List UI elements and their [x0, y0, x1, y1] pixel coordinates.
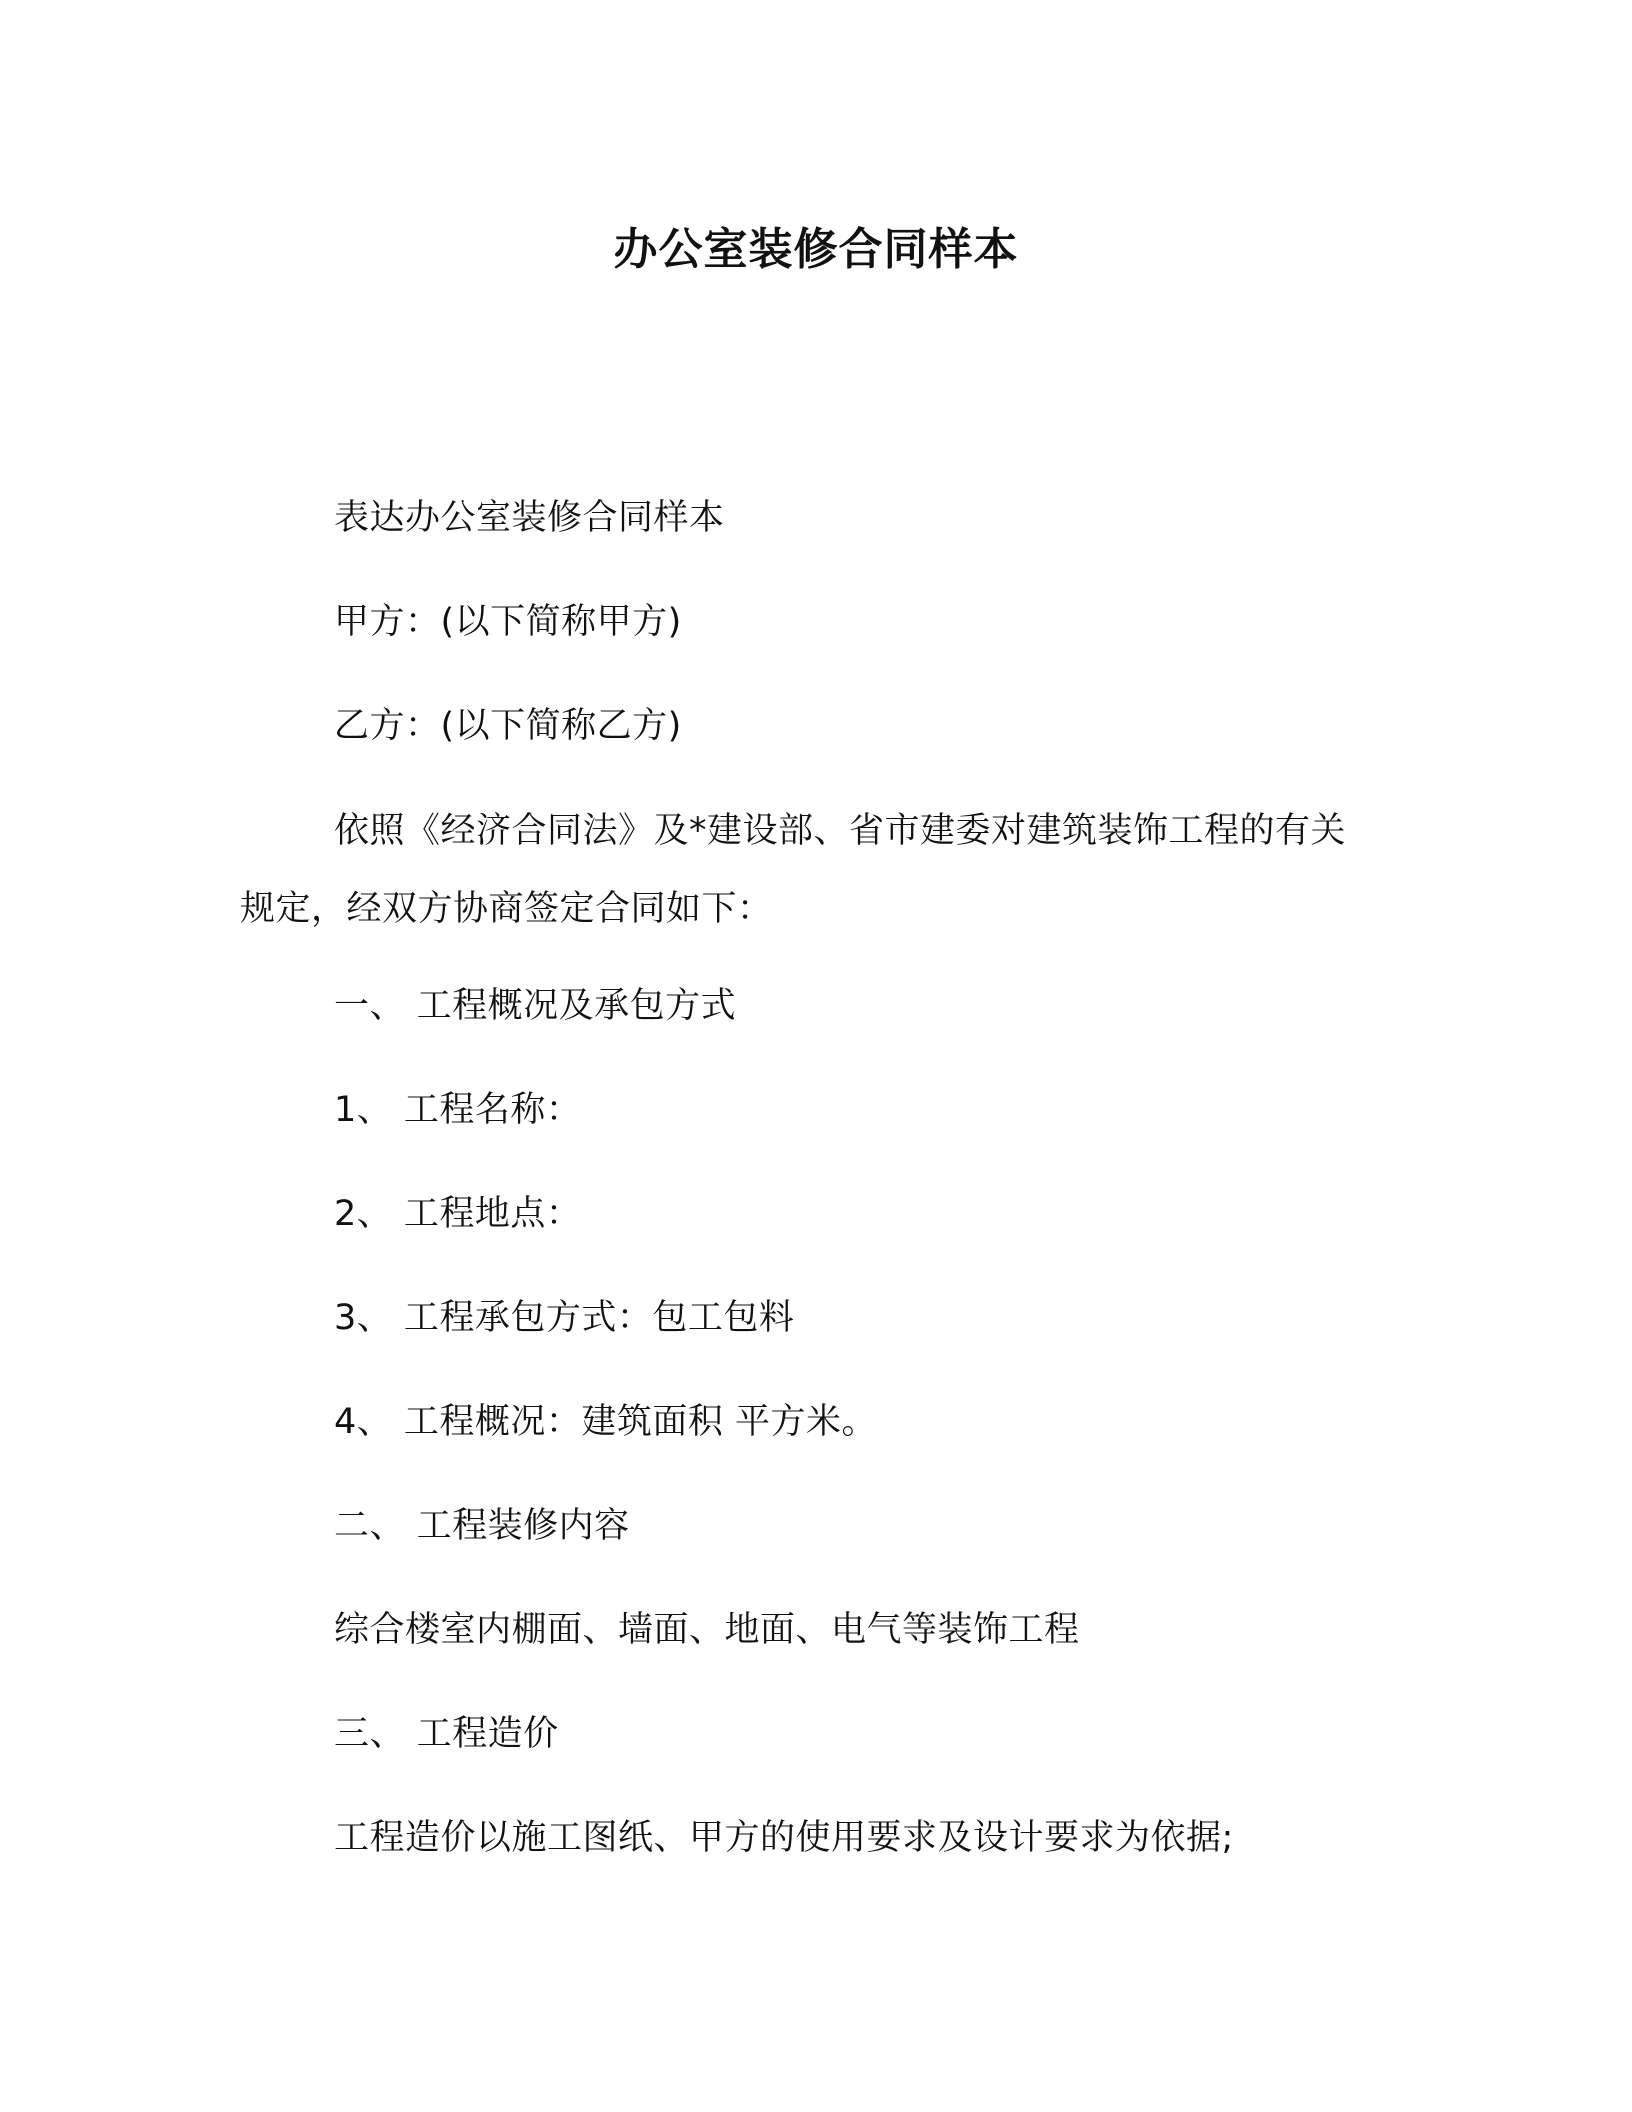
party-b-line: 乙方：(以下简称乙方)	[334, 706, 682, 746]
document-subtitle: 表达办公室装修合同样本	[334, 498, 725, 538]
section-heading-3: 三、 工程造价	[334, 1714, 559, 1754]
section-3-body: 工程造价以施工图纸、甲方的使用要求及设计要求为依据;	[334, 1818, 1234, 1858]
preamble-paragraph: 依照《经济合同法》及*建设部、省市建委对建筑装饰工程的有关规定，经双方协商签定合同如下：	[240, 811, 1347, 929]
section-1-item-3: 3、 工程承包方式：包工包料	[334, 1298, 795, 1338]
section-1-item-1: 1、 工程名称：	[334, 1090, 582, 1130]
section-heading-1: 一、 工程概况及承包方式	[334, 986, 737, 1026]
section-2-body: 综合楼室内棚面、墙面、地面、电气等装饰工程	[334, 1610, 1080, 1650]
party-a-line: 甲方：(以下简称甲方)	[334, 602, 682, 642]
document-title: 办公室装修合同样本	[613, 224, 1019, 275]
section-1-item-2: 2、 工程地点：	[334, 1194, 582, 1234]
section-1-item-4: 4、 工程概况：建筑面积 平方米。	[334, 1402, 878, 1442]
section-heading-2: 二、 工程装修内容	[334, 1506, 630, 1546]
